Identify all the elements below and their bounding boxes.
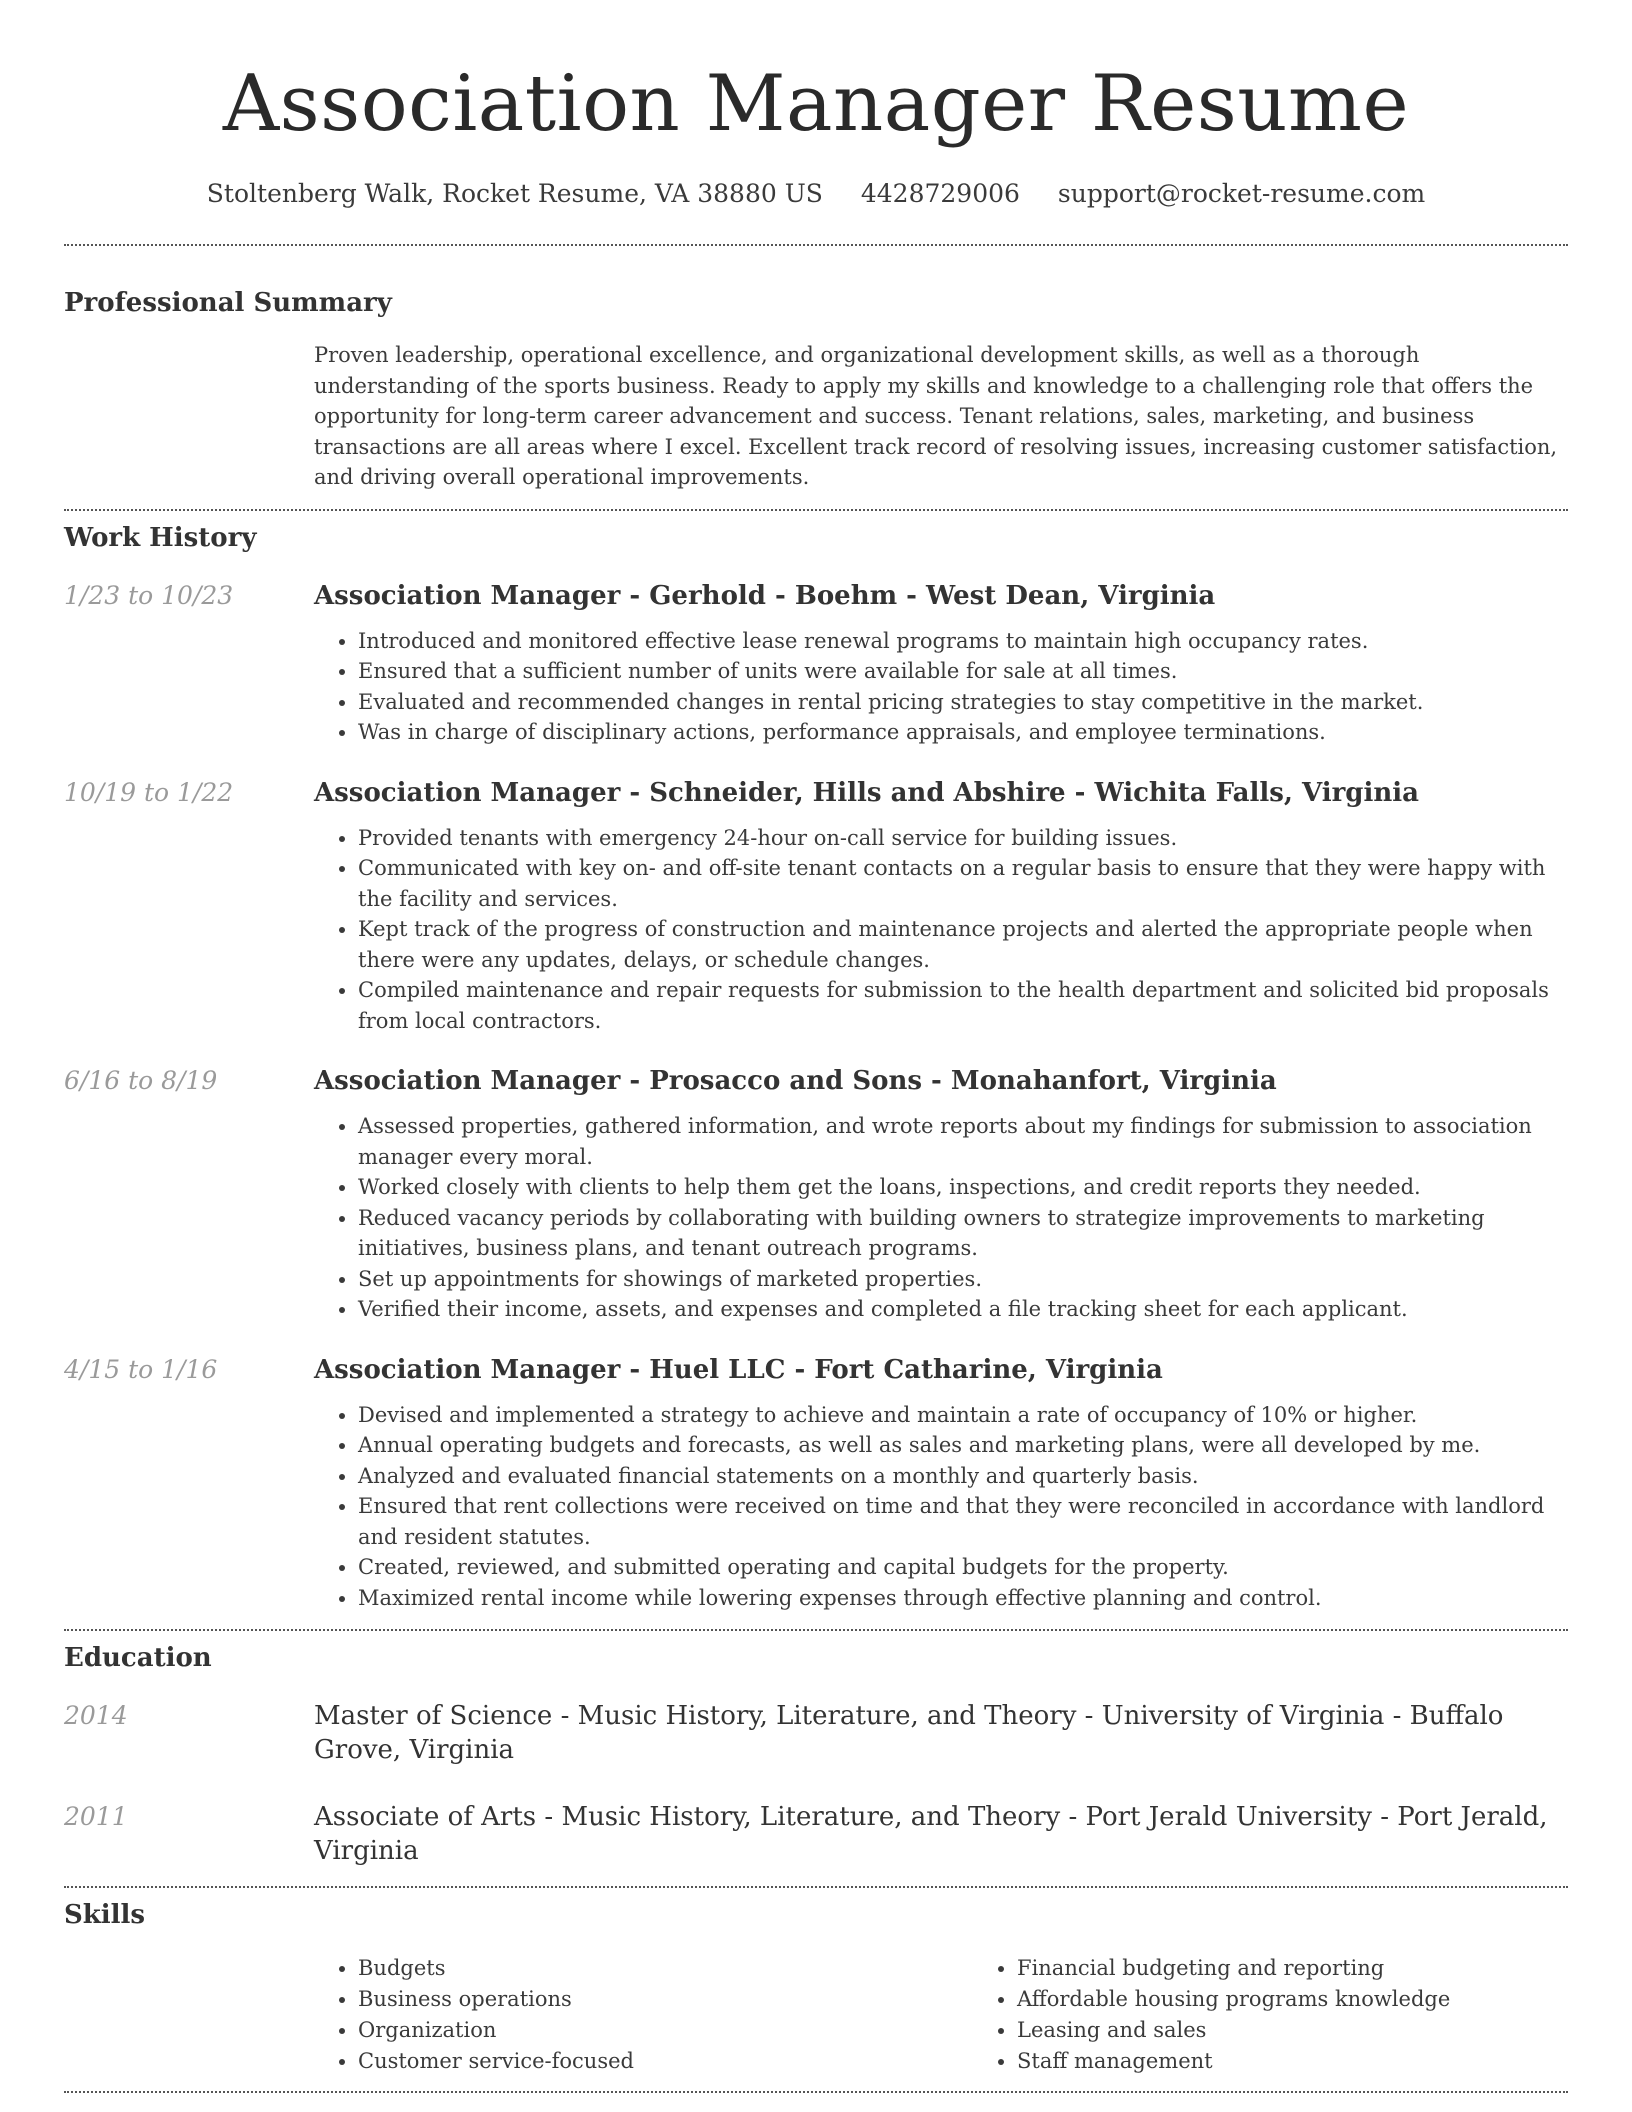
contact-phone: 4428729006 [860, 179, 1020, 208]
job-bullet: • Annual operating budgets and forecasts, as well as sales and marketing plans, were all developed by me. [358, 1430, 1568, 1461]
job-bullet: • Communicated with key on- and off-site tenant contacts on a regular basis to ensure that they were happy with the facility and services. [358, 853, 1568, 914]
job-title: Association Manager - Gerhold - Boehm - West Dean, Virginia [314, 580, 1216, 611]
summary-text: Proven leadership, operational excellence, and organizational development skills, as well as a thorough understanding of the sports business. Ready to apply my skills and knowledge to a challenging role that offers the opportunity for long-term career advancement and success. Tenant relations, sales, marketing, and business transactions are all areas where I excel. Excellent track record of resolving issues, increasing customer satisfaction, and driving overall operational improvements. [314, 343, 1558, 489]
resume-page [64, 0, 1568, 2093]
skills-list-right [973, 1953, 1632, 2077]
contact-address: Stoltenberg Walk, Rocket Resume, VA 38880 US [206, 179, 823, 208]
job-bullet: • Analyzed and evaluated financial statements on a monthly and quarterly basis. [358, 1461, 1568, 1492]
contact-email: support@rocket-resume.com [1057, 179, 1426, 208]
section-divider [64, 509, 1568, 511]
job-bullet: • Created, reviewed, and submitted operating and capital budgets for the property. [358, 1552, 1568, 1583]
education-entry [64, 1699, 1568, 1767]
section-divider [64, 244, 1568, 246]
job-dates: 1/23 to 10/23 [64, 580, 234, 610]
education-degree: Associate of Arts - Music History, Literature, and Theory - Port Jerald University - Port Jerald, Virginia [314, 1802, 1548, 1866]
skill-item: • Customer service-focused [358, 2046, 973, 2077]
section-divider [64, 2091, 1568, 2093]
job-entry [64, 1353, 1568, 1614]
job-bullets [314, 626, 1568, 748]
skill-item: • Affordable housing programs knowledge [1017, 1984, 1632, 2015]
job-title: Association Manager - Schneider, Hills and Abshire - Wichita Falls, Virginia [314, 777, 1419, 808]
job-bullet: • Reduced vacancy periods by collaborating with building owners to strategize improvements to marketing initiatives, business plans, and tenant outreach programs. [358, 1203, 1568, 1264]
job-bullet: • Evaluated and recommended changes in rental pricing strategies to stay competitive in the market. [358, 687, 1568, 718]
job-dates: 4/15 to 1/16 [64, 1354, 218, 1384]
resume-title: Association Manager Resume [222, 59, 1410, 149]
job-bullets [314, 1111, 1568, 1325]
section-divider [64, 1886, 1568, 1888]
contact-line [64, 178, 1568, 210]
education-year: 2011 [64, 1802, 128, 1831]
job-bullet: • Was in charge of disciplinary actions, performance appraisals, and employee terminations. [358, 717, 1568, 748]
work-heading: Work History [64, 522, 257, 553]
skill-item: • Leasing and sales [1017, 2015, 1632, 2046]
skills-spacer [64, 1953, 314, 2077]
job-bullet: • Ensured that a sufficient number of units were available for sale at all times. [358, 656, 1568, 687]
job-title: Association Manager - Prosacco and Sons - Monahanfort, Virginia [314, 1066, 1277, 1096]
education-entry [64, 1800, 1568, 1868]
education-degree: Master of Science - Music History, Literature, and Theory - University of Virginia - Buffalo Grove, Virginia [314, 1701, 1504, 1765]
skills-list-left [314, 1953, 973, 2077]
job-entry [64, 1064, 1568, 1325]
education-heading: Education [64, 1643, 212, 1673]
job-bullet: • Worked closely with clients to help them get the loans, inspections, and credit reports they needed. [358, 1172, 1568, 1203]
section-divider [64, 1629, 1568, 1631]
job-dates: 10/19 to 1/22 [64, 777, 234, 807]
job-bullet: • Introduced and monitored effective lease renewal programs to maintain high occupancy rates. [358, 626, 1568, 657]
job-bullet: • Assessed properties, gathered information, and wrote reports about my findings for submission to association manager every moral. [358, 1111, 1568, 1172]
job-entry [64, 579, 1568, 748]
job-bullets [314, 1400, 1568, 1614]
job-bullet: • Devised and implemented a strategy to achieve and maintain a rate of occupancy of 10% or higher. [358, 1400, 1568, 1431]
skill-item: • Staff management [1017, 2046, 1632, 2077]
work-section [64, 521, 1568, 1614]
skill-item: • Business operations [358, 1984, 973, 2015]
job-dates: 6/16 to 8/19 [64, 1066, 218, 1095]
skill-item: • Financial budgeting and reporting [1017, 1953, 1632, 1984]
job-bullet: • Set up appointments for showings of marketed properties. [358, 1264, 1568, 1295]
skills-section [64, 1898, 1568, 2077]
job-bullet: • Provided tenants with emergency 24-hour on-call service for building issues. [358, 823, 1568, 854]
summary-spacer [64, 340, 314, 493]
job-bullet: • Maximized rental income while lowering expenses through effective planning and control. [358, 1583, 1568, 1614]
summary-section [64, 286, 1568, 493]
job-title: Association Manager - Huel LLC - Fort Catharine, Virginia [314, 1354, 1163, 1385]
job-bullets [314, 823, 1568, 1037]
summary-heading: Professional Summary [64, 288, 392, 318]
skills-heading: Skills [64, 1900, 146, 1930]
skill-item: • Organization [358, 2015, 973, 2046]
education-section [64, 1641, 1568, 1868]
job-bullet: • Compiled maintenance and repair requests for submission to the health department and solicited bid proposals from local contractors. [358, 975, 1568, 1036]
job-bullet: • Kept track of the progress of construction and maintenance projects and alerted the appropriate people when there were any updates, delays, or schedule changes. [358, 914, 1568, 975]
skill-item: • Budgets [358, 1953, 973, 1984]
job-bullet: • Verified their income, assets, and expenses and completed a file tracking sheet for each applicant. [358, 1294, 1568, 1325]
education-year: 2014 [64, 1701, 128, 1730]
job-bullet: • Ensured that rent collections were received on time and that they were reconciled in accordance with landlord and resident statutes. [358, 1491, 1568, 1552]
job-entry [64, 776, 1568, 1037]
